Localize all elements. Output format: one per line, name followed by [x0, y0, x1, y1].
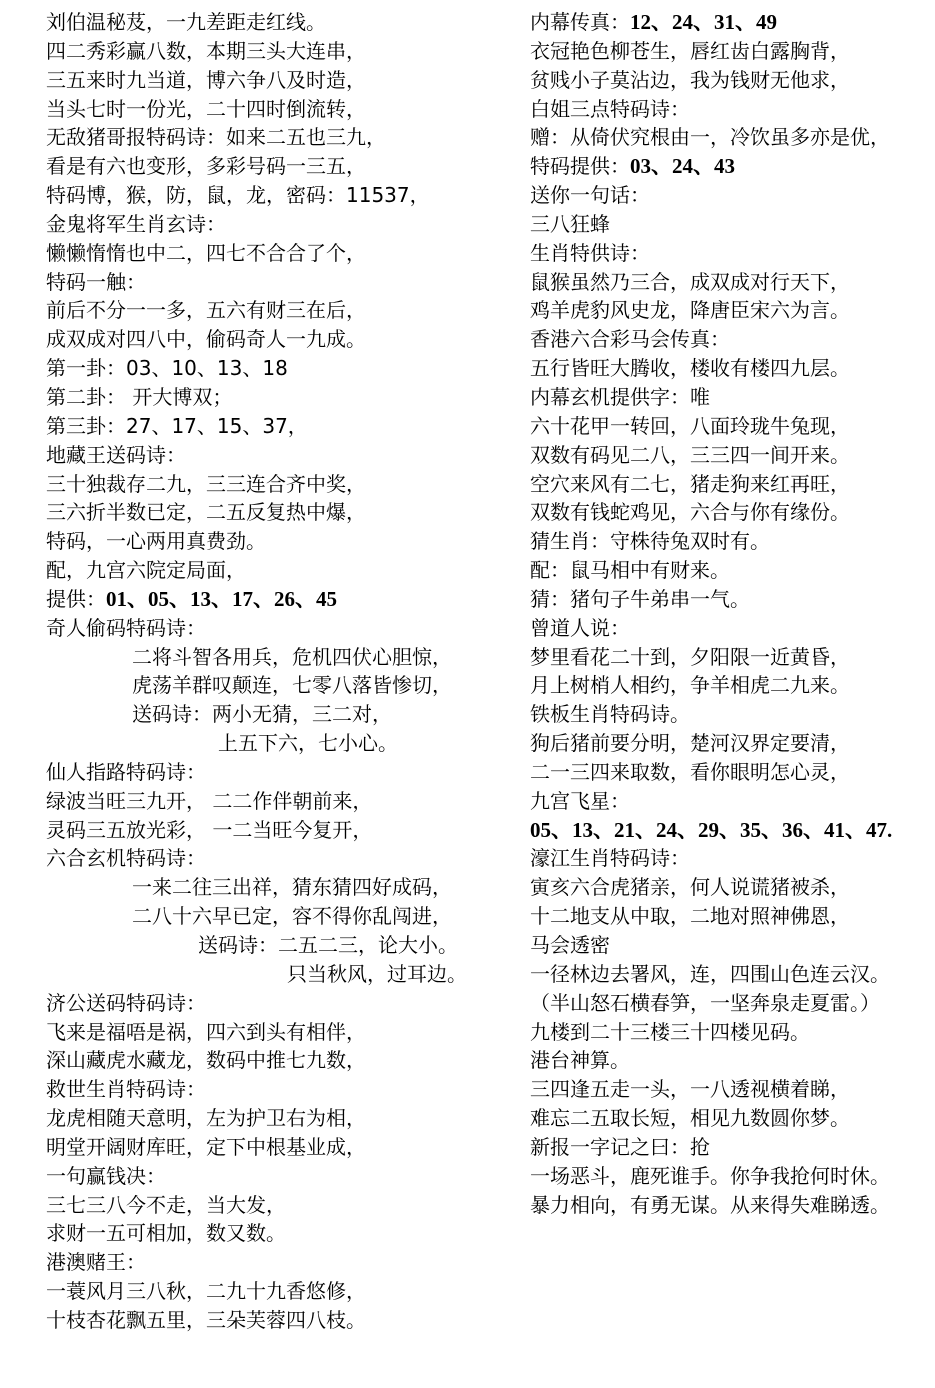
- text-line: 二将斗智各用兵，危机四伏心胆惊，: [132, 644, 452, 669]
- text-line: 第三卦：27、17、15、37，: [46, 413, 308, 438]
- text-line: 一蓑风月三八秋，二九十九香悠修，: [46, 1279, 366, 1304]
- text-line: （半山怒石横春笋，一坚奔泉走夏雷。）: [530, 990, 880, 1015]
- text-line: 六合玄机特码诗：: [46, 846, 206, 871]
- text-line: 当头七时一份光，二十四时倒流转，: [46, 96, 366, 121]
- text-line: 成双成对四八中，偷码奇人一九成。: [46, 327, 366, 352]
- text-line: 梦里看花二十到，夕阳限一近黄昏，: [530, 644, 850, 669]
- text-line: 一径林边去署风，连，四围山色连云汉。: [530, 961, 890, 986]
- text-line: 二八十六早已定，容不得你乱闯进，: [132, 904, 452, 929]
- text-line: 第一卦：03、10、13、18: [46, 356, 288, 381]
- text-line: 特码一触：: [46, 269, 146, 294]
- text-line: 衣冠艳色柳苍生，唇红齿白露胸背，: [530, 38, 850, 63]
- provide-label: 提供：: [46, 586, 106, 611]
- text-line: 配：鼠马相中有财来。: [530, 558, 730, 583]
- text-line: 三四逢五走一头，一八透视横着睇，: [530, 1077, 850, 1102]
- text-line: 送你一句话：: [530, 183, 650, 208]
- text-line: 月上树梢人相约，争羊相虎二九来。: [530, 673, 850, 698]
- right-column: [530, 8, 930, 1219]
- text-line: 寅亥六合虎猪亲，何人说谎猪被杀，: [530, 875, 850, 900]
- provide-numbers: 01、05、13、17、26、45: [106, 586, 337, 611]
- text-line: 绿波当旺三九开， 二二作伴朝前来，: [46, 788, 373, 813]
- text-line: 十枝杏花飘五里，三朵芙蓉四八枝。: [46, 1307, 366, 1332]
- text-line: 送码诗：二五二三，论大小。: [198, 933, 458, 957]
- text-line: 白姐三点特码诗：: [530, 96, 690, 121]
- text-line: 无敌猪哥报特码诗：如来二五也三九，: [46, 125, 386, 150]
- text-line: 港澳赌王：: [46, 1250, 146, 1275]
- text-line: 奇人偷码特码诗：: [46, 615, 206, 640]
- fax-label: 内幕传真：: [530, 10, 630, 34]
- text-line: 六十花甲一转回，八面玲珑牛兔现，: [530, 413, 850, 438]
- text-line: 四二秀彩赢八数，本期三头大连串，: [46, 38, 366, 63]
- text-line: 濠江生肖特码诗：: [530, 846, 690, 871]
- text-line: 地藏王送码诗：: [46, 442, 186, 467]
- fax-line: [530, 8, 930, 37]
- text-line: 看是有六也变形，多彩号码一三五，: [46, 154, 366, 179]
- text-line: 只当秋风，过耳边。: [287, 961, 467, 986]
- text-line: 空穴来风有二七，猪走狗来红再旺，: [530, 471, 850, 496]
- text-line: 五行皆旺大腾收，楼收有楼四九层。: [530, 356, 850, 381]
- text-line: 特码，一心两用真费劲。: [46, 529, 266, 554]
- provide-line: [46, 585, 486, 614]
- text-line: 上五下六，七小心。: [218, 731, 398, 756]
- text-line: 香港六合彩马会传真：: [530, 327, 730, 352]
- special-numbers: 03、24、43: [630, 154, 735, 179]
- text-line: 懒懒惰惰也中二，四七不合合了个，: [46, 240, 366, 265]
- text-line: 猜：猪句子牛弟串一气。: [530, 586, 750, 611]
- text-line: 双数有码见二八，三三四一间开来。: [530, 442, 850, 467]
- nine-star-numbers: 05、13、21、24、29、35、36、41、47.: [530, 817, 893, 842]
- text-line: 求财一五可相加，数又数。: [46, 1221, 286, 1246]
- special-line: [530, 152, 930, 181]
- text-line: 一场恶斗，鹿死谁手。你争我抢何时休。: [530, 1163, 890, 1188]
- text-line: 济公送码特码诗：: [46, 990, 206, 1015]
- text-line: 飞来是福唔是祸，四六到头有相伴，: [46, 1019, 366, 1044]
- text-line: 难忘二五取长短，相见九数圆你梦。: [530, 1106, 850, 1131]
- text-line: 灵码三五放光彩， 一二当旺今复开，: [46, 817, 373, 842]
- text-line: 救世生肖特码诗：: [46, 1077, 206, 1102]
- text-line: 马会透密: [530, 933, 610, 957]
- text-line: 内幕玄机提供字：唯: [530, 384, 710, 409]
- text-line: 三五来时九当道，博六争八及时造，: [46, 67, 366, 92]
- text-line: 二一三四来取数，看你眼明怎心灵，: [530, 759, 850, 784]
- text-line: 第二卦： 开大博双；: [46, 384, 233, 409]
- text-line: 仙人指路特码诗：: [46, 759, 206, 784]
- fax-numbers: 12、24、31、49: [630, 10, 777, 34]
- text-line: 九宫飞星：: [530, 788, 630, 813]
- text-line: 贫贱小子莫沾边，我为钱财无他求，: [530, 67, 850, 92]
- special-label: 特码提供：: [530, 154, 630, 179]
- text-line: 鼠猴虽然乃三合，成双成对行天下，: [530, 269, 850, 294]
- text-line: 生肖特供诗：: [530, 240, 650, 265]
- text-line: 三十独裁存二九，三三连合齐中奖，: [46, 471, 366, 496]
- text-line: 刘伯温秘芨，一九差距走红线。: [46, 10, 326, 34]
- left-column: [46, 8, 486, 1335]
- text-line: 三六折半数已定，二五反复热中爆，: [46, 500, 366, 525]
- text-line: 虎荡羊群叹颠连，七零八落皆惨切，: [132, 673, 452, 698]
- text-line: 鸡羊虎豹风史龙，降唐臣宋六为言。: [530, 298, 850, 323]
- text-line: 送码诗：两小无猜，三二对，: [132, 702, 392, 727]
- text-line: 深山藏虎水藏龙，数码中推七九数，: [46, 1048, 366, 1073]
- text-line: 十二地支从中取，二地对照神佛恩，: [530, 904, 850, 929]
- text-line: 铁板生肖特码诗。: [530, 702, 690, 727]
- text-line: 新报一字记之曰：抢: [530, 1134, 710, 1159]
- text-line: 前后不分一一多，五六有财三在后，: [46, 298, 366, 323]
- text-line: 双数有钱蛇鸡见，六合与你有缘份。: [530, 500, 850, 525]
- text-line: 九楼到二十三楼三十四楼见码。: [530, 1019, 810, 1044]
- text-line: 一来二往三出祥，猜东猜四好成码，: [132, 875, 452, 900]
- text-line: 龙虎相随天意明，左为护卫右为相，: [46, 1106, 366, 1131]
- text-line: 明堂开阔财库旺，定下中根基业成，: [46, 1134, 366, 1159]
- text-line: 一句赢钱决：: [46, 1163, 166, 1188]
- text-line: 猜生肖：守株待兔双时有。: [530, 529, 770, 554]
- text-line: 金鬼将军生肖玄诗：: [46, 211, 226, 236]
- text-line: 三八狂蜂: [530, 211, 610, 236]
- text-line: 港台神算。: [530, 1048, 630, 1073]
- text-line: 赠：从倚伏究根由一，冷饮虽多亦是优，: [530, 125, 890, 150]
- text-line: 狗后猪前要分明，楚河汉界定要清，: [530, 731, 850, 756]
- text-line: 配，九宫六院定局面，: [46, 558, 246, 583]
- text-line: 曾道人说：: [530, 615, 630, 640]
- text-line: 特码博，猴，防，鼠，龙，密码：11537，: [46, 183, 430, 208]
- text-line: 暴力相向，有勇无谋。从来得失难睇透。: [530, 1192, 890, 1217]
- text-line: 三七三八今不走，当大发，: [46, 1192, 286, 1217]
